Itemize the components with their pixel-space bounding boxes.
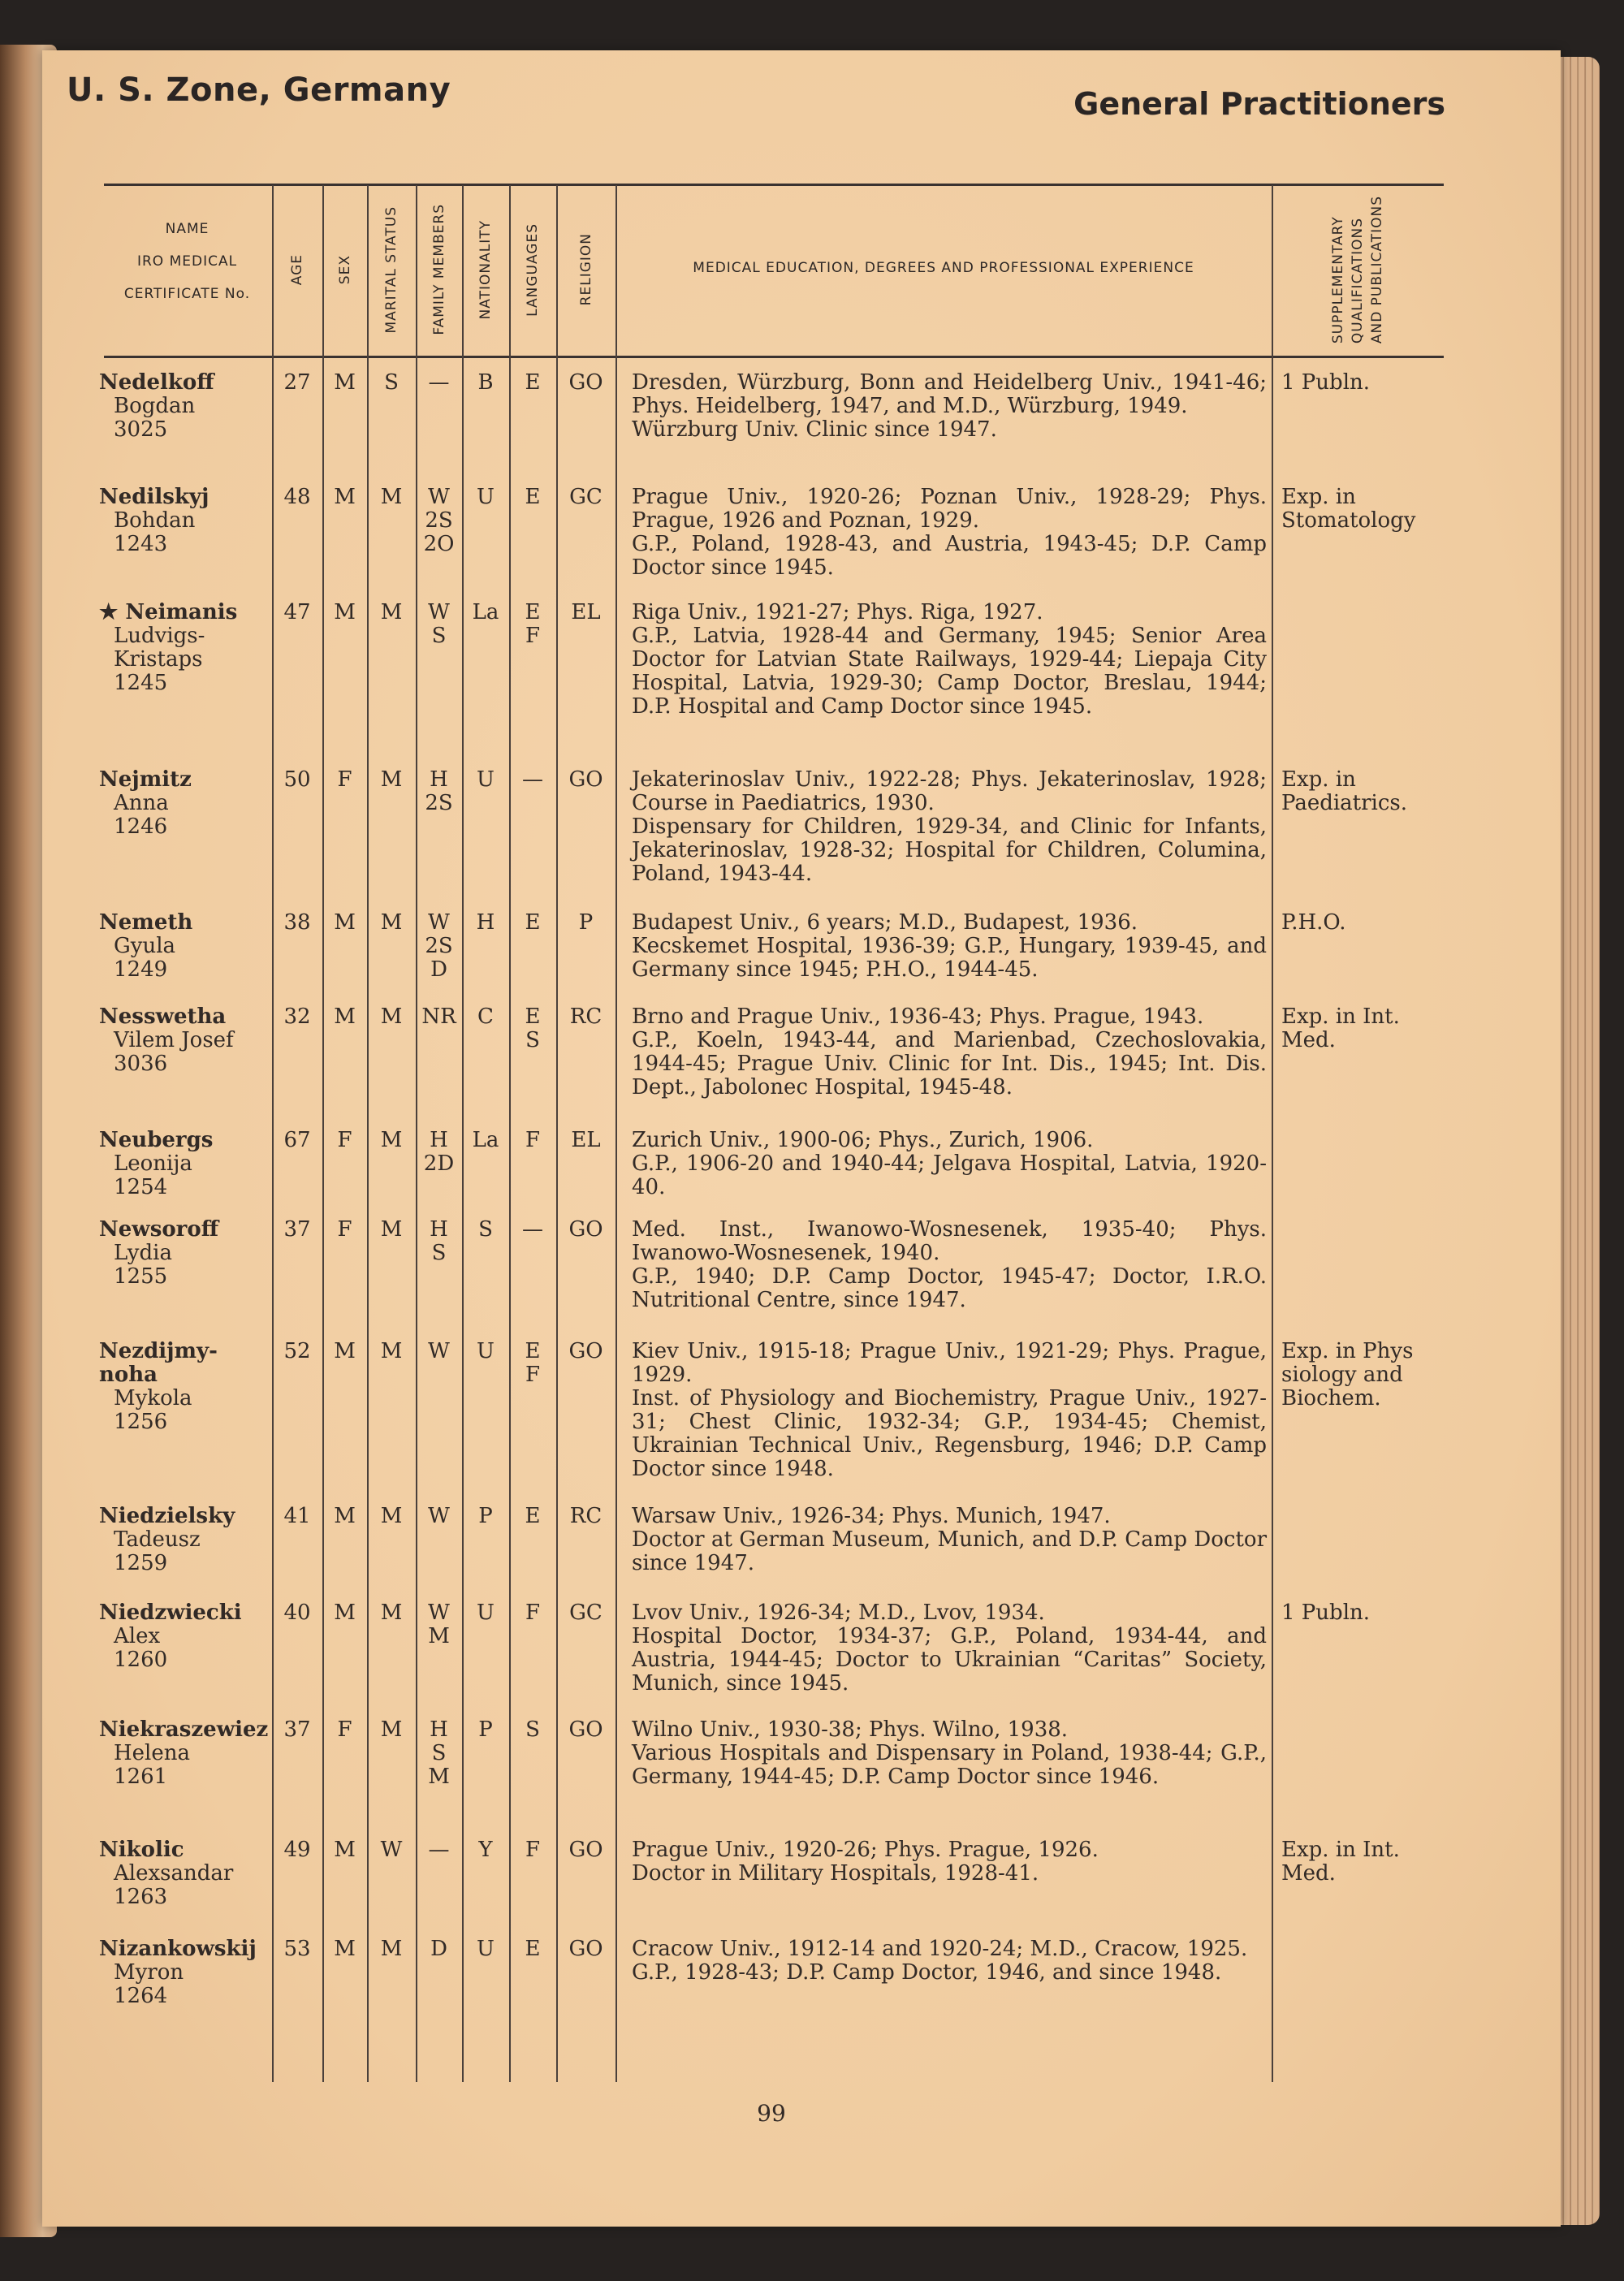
entry-certificate-number: 1255 [114, 1264, 168, 1289]
entry-certificate-number: 1245 [114, 671, 168, 695]
entry-language-code: F [525, 1838, 541, 1862]
entry-supplementary-qualifications: 1 Publn. [1281, 370, 1371, 395]
entry-medical-education [632, 371, 1267, 442]
entry-given-name: Alexsandar [114, 1861, 234, 1886]
entry-education-paragraph: Hospital Doctor, 1934-37; G.P., Poland, 1934-44, and Austria, 1944-45; Doctor to Ukrainian “Caritas” Society, Munich, since 1945. [632, 1624, 1267, 1696]
running-head-zone: U. S. Zone, Germany [67, 71, 451, 109]
entry-family-members [416, 1601, 462, 1648]
entry-sex: M [334, 485, 356, 509]
entry-marital-status: M [380, 485, 403, 509]
entry-name-block [99, 768, 270, 839]
entry-language-code: — [522, 767, 543, 792]
entry-surname: Nezdijmy-noha [99, 1339, 218, 1387]
entry-family-member-code: 2S [425, 791, 453, 815]
entry-family-members [416, 1505, 462, 1528]
entry-surname: Nedilskyj [99, 485, 209, 509]
entry-language-code: F [525, 1601, 541, 1625]
column-header-marital-status: MARITAL STATUS [383, 205, 400, 334]
entry-family-member-code: S [431, 1741, 447, 1765]
entry-education-paragraph: Brno and Prague Univ., 1936-43; Phys. Prague, 1943. [632, 1004, 1204, 1029]
column-header-religion: RELIGION [577, 233, 594, 306]
entry-age: 32 [283, 1004, 311, 1029]
entry-education-paragraph: G.P., 1928-43; D.P. Camp Doctor, 1946, and since 1948. [632, 1960, 1222, 1985]
entry-supplementary-qualifications: Exp. in Paediatrics. [1281, 767, 1408, 815]
entry-family-member-code: S [431, 624, 447, 648]
entry-religion: GO [568, 370, 603, 395]
entry-nationality: U [477, 1339, 495, 1363]
column-header-name-line3: CERTIFICATE No. [123, 286, 251, 302]
entry-name-block [99, 1340, 270, 1434]
entry-nationality: U [477, 1937, 495, 1961]
entry-family-member-code: D [430, 1937, 447, 1961]
entry-medical-education [632, 1938, 1267, 1985]
entry-family-member-code: 2S [425, 508, 453, 533]
entry-given-name: Helena [114, 1741, 191, 1765]
column-header-name [104, 213, 270, 310]
entry-medical-education [632, 1505, 1267, 1575]
column-header-supplementary: SUPPLEMENTARY QUALIFICATIONS AND PUBLICATIONS [1330, 195, 1385, 344]
entry-family-members [416, 1838, 462, 1862]
entry-religion: GO [568, 1217, 603, 1242]
column-header-name-line1: NAME [165, 221, 209, 237]
entry-given-name: Mykola [114, 1386, 192, 1411]
entry-family-member-code: NR [421, 1004, 456, 1029]
entry-education-paragraph: G.P., Poland, 1928-43, and Austria, 1943-45; D.P. Camp Doctor since 1945. [632, 532, 1267, 580]
entry-nationality: H [476, 910, 495, 935]
entry-medical-education [632, 1129, 1267, 1199]
entry-certificate-number: 1263 [114, 1885, 168, 1909]
entry-surname: Nizankowskij [99, 1937, 257, 1961]
entry-family-member-code: W [428, 1339, 450, 1363]
column-header-sex: SEX [336, 254, 353, 285]
entry-education-paragraph: G.P., 1906-20 and 1940-44; Jelgava Hospital, Latvia, 1920-40. [632, 1151, 1267, 1199]
entry-medical-education [632, 1838, 1267, 1886]
column-rule [615, 185, 617, 2082]
column-header-family-members: FAMILY MEMBERS [430, 204, 447, 335]
running-head-section: General Practitioners [1073, 86, 1445, 122]
entry-education-paragraph: Würzburg Univ. Clinic since 1947. [632, 417, 997, 442]
entry-education-paragraph: Inst. of Physiology and Biochemistry, Prague Univ., 1927-31; Chest Clinic, 1932-34; G.P., 1934-45; Chemist, Ukrainian Technical Univ., Regensburg, 1946; D.P. Camp Doctor since 1948. [632, 1386, 1267, 1481]
entry-language-code: E [525, 910, 541, 935]
entry-certificate-number: 1260 [114, 1648, 168, 1672]
entry-family-members [416, 1129, 462, 1176]
entry-age: 41 [283, 1504, 311, 1528]
entry-marital-status: S [384, 370, 399, 395]
entry-languages [509, 486, 556, 509]
entry-name-block [99, 1129, 270, 1199]
entry-supplementary-qualifications: P.H.O. [1281, 910, 1346, 935]
column-rule [1272, 185, 1273, 2082]
column-header-medical-education: MEDICAL EDUCATION, DEGREES AND PROFESSIONAL EXPERIENCE [693, 260, 1194, 276]
entry-family-members [416, 1005, 462, 1029]
entry-language-code: F [525, 1128, 541, 1152]
entry-family-member-code: — [428, 1838, 450, 1862]
entry-languages [509, 768, 556, 792]
entry-certificate-number: 1256 [114, 1410, 168, 1434]
entry-education-paragraph: Zurich Univ., 1900-06; Phys., Zurich, 1906. [632, 1128, 1094, 1152]
entry-language-code: E [525, 1339, 541, 1363]
entry-age: 40 [283, 1601, 311, 1625]
entry-education-paragraph: G.P., Latvia, 1928-44 and Germany, 1945; Senior Area Doctor for Latvian State Railways, 1929-44; Liepaja City Hospital, Latvia, 1929-30; Camp Doctor, Breslau, 1944; D.P. Hospital and Camp Doctor since 1945. [632, 624, 1267, 719]
entry-religion: P [578, 910, 594, 935]
entry-surname: Niedzwiecki [99, 1601, 242, 1625]
entry-languages [509, 1838, 556, 1862]
entry-certificate-number: 3036 [114, 1052, 168, 1076]
entry-sex: M [334, 600, 356, 624]
entry-religion: GO [568, 767, 603, 792]
entry-age: 49 [283, 1838, 311, 1862]
entry-given-name: Gyula [114, 934, 176, 958]
entry-sex: M [334, 1838, 356, 1862]
entry-medical-education [632, 768, 1267, 886]
entry-name-block [99, 1505, 270, 1575]
entry-name-block [99, 1218, 270, 1289]
entry-nationality: C [477, 1004, 494, 1029]
column-header-age: AGE [289, 253, 305, 286]
entry-family-member-code: W [428, 1601, 450, 1625]
entry-education-paragraph: Warsaw Univ., 1926-34; Phys. Munich, 1947. [632, 1504, 1111, 1528]
entry-education-paragraph: Doctor at German Museum, Munich, and D.P. Camp Doctor since 1947. [632, 1527, 1267, 1575]
entry-languages [509, 601, 556, 648]
entry-certificate-number: 1254 [114, 1175, 168, 1199]
entry-family-member-code: H [430, 767, 448, 792]
entry-language-code: E [525, 1937, 541, 1961]
entry-family-member-code: H [430, 1717, 448, 1742]
entry-family-member-code: W [428, 485, 450, 509]
entry-name-block [99, 911, 270, 982]
entry-age: 67 [283, 1128, 311, 1152]
entry-family-members [416, 486, 462, 556]
entry-languages [509, 1340, 556, 1387]
entry-age: 27 [283, 370, 311, 395]
entry-certificate-number: 1264 [114, 1984, 168, 2008]
entry-family-members [416, 768, 462, 815]
entry-marital-status: M [380, 1339, 403, 1363]
entry-medical-education [632, 911, 1267, 982]
entry-medical-education [632, 1218, 1267, 1312]
entry-sex: F [337, 1217, 352, 1242]
entry-certificate-number: 3025 [114, 417, 168, 442]
entry-name-block [99, 1005, 270, 1076]
entry-language-code: E [525, 485, 541, 509]
entry-marital-status: M [380, 1601, 403, 1625]
entry-nationality: P [478, 1504, 493, 1528]
entry-name-block [99, 371, 270, 442]
entry-nationality: Y [478, 1838, 493, 1862]
entry-education-paragraph: Various Hospitals and Dispensary in Poland, 1938-44; G.P., Germany, 1944-45; D.P. Camp Doctor since 1946. [632, 1741, 1267, 1789]
entry-family-member-code: M [428, 1624, 450, 1648]
entry-family-members [416, 1218, 462, 1265]
entry-sex: M [334, 1937, 356, 1961]
entry-medical-education [632, 1601, 1267, 1696]
entry-given-name: Bohdan [114, 508, 196, 533]
entry-sex: M [334, 1601, 356, 1625]
entry-family-members [416, 601, 462, 648]
entry-medical-education [632, 486, 1267, 580]
entry-marital-status: M [380, 1217, 403, 1242]
entry-nationality: U [477, 767, 495, 792]
entry-family-member-code: H [430, 1217, 448, 1242]
entry-family-member-code: S [431, 1241, 447, 1265]
entry-language-code: E [525, 1504, 541, 1528]
entry-marital-status: W [380, 1838, 403, 1862]
entry-surname: Newsoroff [99, 1217, 219, 1242]
entry-education-paragraph: Kecskemet Hospital, 1936-39; G.P., Hungary, 1939-45, and Germany since 1945; P.H.O., 1944-45. [632, 934, 1267, 982]
entry-given-name: Bogdan [114, 394, 196, 418]
entry-languages [509, 911, 556, 935]
entry-name-block [99, 486, 270, 556]
entry-family-member-code: 2S [425, 934, 453, 958]
entry-family-members [416, 1340, 462, 1363]
entry-family-members [416, 371, 462, 395]
entry-nationality: La [472, 600, 499, 624]
entry-surname: Neubergs [99, 1128, 214, 1152]
entry-sex: M [334, 910, 356, 935]
entry-languages [509, 1005, 556, 1052]
entry-marital-status: M [380, 910, 403, 935]
entry-nationality: B [477, 370, 494, 395]
entry-education-paragraph: Riga Univ., 1921-27; Phys. Riga, 1927. [632, 600, 1043, 624]
entry-medical-education [632, 1340, 1267, 1481]
entry-education-paragraph: G.P., 1940; D.P. Camp Doctor, 1945-47; Doctor, I.R.O. Nutritional Centre, since 1947. [632, 1264, 1267, 1312]
entry-religion: GO [568, 1937, 603, 1961]
entry-age: 37 [283, 1217, 311, 1242]
entry-marital-status: M [380, 1004, 403, 1029]
entry-sex: F [337, 767, 352, 792]
table-header-rule [104, 356, 1444, 358]
entry-surname: Nikolic [99, 1838, 184, 1862]
entry-sex: M [334, 370, 356, 395]
entry-age: 48 [283, 485, 311, 509]
entry-family-member-code: M [428, 1765, 450, 1789]
entry-surname: ★ Neimanis [99, 600, 238, 624]
entry-religion: GC [569, 485, 603, 509]
entry-sex: M [334, 1339, 356, 1363]
entry-education-paragraph: Budapest Univ., 6 years; M.D., Budapest, 1936. [632, 910, 1138, 935]
entry-education-paragraph: Dispensary for Children, 1929-34, and Clinic for Infants, Jekaterinoslav, 1928-32; Hospital for Children, Columina, Poland, 1943-44. [632, 814, 1267, 886]
page-number: 99 [757, 2100, 786, 2127]
entry-name-block [99, 601, 270, 695]
entry-language-code: — [522, 1217, 543, 1242]
entry-age: 37 [283, 1717, 311, 1742]
entry-religion: RC [569, 1504, 603, 1528]
entry-languages [509, 1718, 556, 1742]
entry-family-members [416, 1718, 462, 1789]
entry-surname: Nemeth [99, 910, 193, 935]
entry-education-paragraph: Dresden, Würzburg, Bonn and Heidelberg Univ., 1941-46; Phys. Heidelberg, 1947, and M.D., Würzburg, 1949. [632, 370, 1267, 418]
entry-education-paragraph: Lvov Univ., 1926-34; M.D., Lvov, 1934. [632, 1601, 1045, 1625]
entry-religion: EL [571, 600, 601, 624]
entry-education-paragraph: Doctor in Military Hospitals, 1928-41. [632, 1861, 1039, 1886]
entry-marital-status: M [380, 1717, 403, 1742]
column-header-nationality: NATIONALITY [477, 219, 494, 320]
entry-medical-education [632, 1718, 1267, 1789]
entry-nationality: P [478, 1717, 493, 1742]
entry-education-paragraph: G.P., Koeln, 1943-44, and Marienbad, Czechoslovakia, 1944-45; Prague Univ. Clinic for Int. Dis., 1945; Int. Dis. Dept., Jabolonec Hospital, 1945-48. [632, 1028, 1267, 1099]
entry-family-member-code: D [430, 957, 447, 982]
entry-nationality: U [477, 485, 495, 509]
entry-religion: GC [569, 1601, 603, 1625]
entry-education-paragraph: Kiev Univ., 1915-18; Prague Univ., 1921-29; Phys. Prague, 1929. [632, 1339, 1267, 1387]
entry-education-paragraph: Prague Univ., 1920-26; Phys. Prague, 1926. [632, 1838, 1099, 1862]
entry-languages [509, 1505, 556, 1528]
entry-nationality: U [477, 1601, 495, 1625]
entry-name-block [99, 1838, 270, 1909]
entry-given-name: Myron [114, 1960, 184, 1985]
entry-given-name: Lydia [114, 1241, 172, 1265]
entry-marital-status: M [380, 767, 403, 792]
entry-certificate-number: 1243 [114, 532, 168, 556]
entry-supplementary-qualifications: Exp. in Int. Med. [1281, 1838, 1400, 1886]
entry-nationality: La [472, 1128, 499, 1152]
entry-given-name: Anna [114, 791, 169, 815]
entry-age: 38 [283, 910, 311, 935]
entry-supplementary-qualifications: Exp. in Stomatology [1281, 485, 1416, 533]
entry-language-code: F [525, 1363, 541, 1387]
entry-language-code: E [525, 370, 541, 395]
entry-religion: GO [568, 1717, 603, 1742]
entry-nationality: S [478, 1217, 493, 1242]
column-header-languages: LANGUAGES [525, 222, 541, 317]
entry-sex: M [334, 1504, 356, 1528]
entry-surname: Nesswetha [99, 1004, 227, 1029]
entry-name-block [99, 1718, 270, 1789]
entry-supplementary-qualifications: 1 Publn. [1281, 1601, 1371, 1625]
entry-language-code: S [525, 1717, 540, 1742]
entry-surname: Niedzielsky [99, 1504, 235, 1528]
entry-education-paragraph: Cracow Univ., 1912-14 and 1920-24; M.D., Cracow, 1925. [632, 1937, 1248, 1961]
entry-family-member-code: W [428, 600, 450, 624]
entry-supplementary-qualifications: Exp. in Int. Med. [1281, 1004, 1400, 1052]
entry-sex: F [337, 1128, 352, 1152]
entry-family-members [416, 911, 462, 982]
entry-languages [509, 1129, 556, 1152]
entry-languages [509, 1601, 556, 1625]
entry-family-member-code: 2D [423, 1151, 455, 1176]
entry-age: 47 [283, 600, 311, 624]
entry-religion: RC [569, 1004, 603, 1029]
entry-languages [509, 1218, 556, 1242]
column-header-name-line2: IRO MEDICAL [136, 253, 238, 270]
entry-family-member-code: H [430, 1128, 448, 1152]
entry-given-name: Leonija [114, 1151, 192, 1176]
entry-supplementary-qualifications: Exp. in Phys siology and Biochem. [1281, 1339, 1414, 1411]
entry-certificate-number: 1261 [114, 1765, 168, 1789]
entry-given-name: Vilem Josef [114, 1028, 234, 1052]
entry-marital-status: M [380, 600, 403, 624]
entry-marital-status: M [380, 1504, 403, 1528]
entry-given-name: Tadeusz [114, 1527, 201, 1552]
entry-age: 52 [283, 1339, 311, 1363]
entry-family-member-code: W [428, 910, 450, 935]
entry-religion: EL [571, 1128, 601, 1152]
entry-certificate-number: 1246 [114, 814, 168, 839]
entry-language-code: F [525, 624, 541, 648]
entry-languages [509, 371, 556, 395]
entry-family-member-code: — [428, 370, 450, 395]
entry-given-name: Alex [114, 1624, 161, 1648]
entry-family-member-code: 2O [423, 532, 455, 556]
entry-family-members [416, 1938, 462, 1961]
entry-education-paragraph: Prague Univ., 1920-26; Poznan Univ., 1928-29; Phys. Prague, 1926 and Poznan, 1929. [632, 485, 1267, 533]
entry-language-code: S [525, 1028, 540, 1052]
entry-medical-education [632, 601, 1267, 719]
entry-certificate-number: 1249 [114, 957, 168, 982]
entry-surname: Niekraszewiez [99, 1717, 269, 1742]
entry-sex: M [334, 1004, 356, 1029]
entry-name-block [99, 1601, 270, 1672]
entry-certificate-number: 1259 [114, 1551, 168, 1575]
entry-medical-education [632, 1005, 1267, 1099]
entry-surname: Nejmitz [99, 767, 192, 792]
entry-marital-status: M [380, 1128, 403, 1152]
entry-marital-status: M [380, 1937, 403, 1961]
entry-surname: Nedelkoff [99, 370, 214, 395]
entry-name-block [99, 1938, 270, 2008]
entry-language-code: E [525, 1004, 541, 1029]
entry-languages [509, 1938, 556, 1961]
entry-education-paragraph: Wilno Univ., 1930-38; Phys. Wilno, 1938. [632, 1717, 1069, 1742]
entry-language-code: E [525, 600, 541, 624]
entry-family-member-code: W [428, 1504, 450, 1528]
entry-age: 53 [283, 1937, 311, 1961]
entry-education-paragraph: Jekaterinoslav Univ., 1922-28; Phys. Jekaterinoslav, 1928; Course in Paediatrics, 1930. [632, 767, 1267, 815]
entry-sex: F [337, 1717, 352, 1742]
entry-religion: GO [568, 1339, 603, 1363]
entry-age: 50 [283, 767, 311, 792]
entry-religion: GO [568, 1838, 603, 1862]
entry-education-paragraph: Med. Inst., Iwanowo-Wosnesenek, 1935-40; Phys. Iwanowo-Wosnesenek, 1940. [632, 1217, 1267, 1265]
entry-given-name: Ludvigs-Kristaps [114, 624, 205, 672]
